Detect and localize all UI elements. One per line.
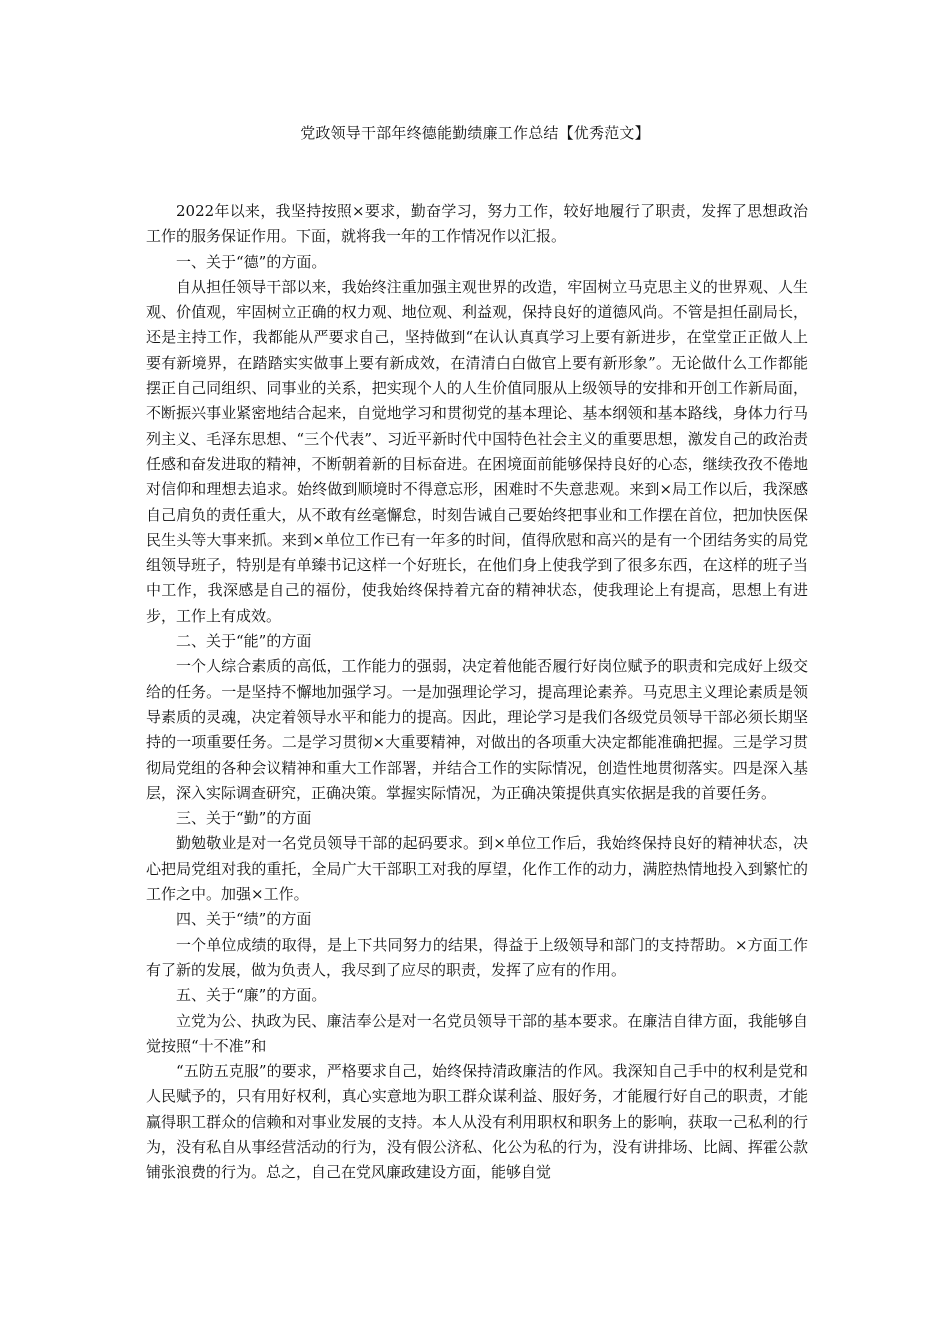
section-heading-lian: 五、关于“廉”的方面。 (176, 986, 327, 1005)
document-body (146, 199, 808, 1186)
section-heading-neng: 二、关于“能”的方面 (176, 632, 312, 651)
section-body-ji: 一个单位成绩的取得，是上下共同努力的结果，得益于上级领导和部门的支持帮助。×方面工作有了新的发展，做为负责人，我尽到了应尽的职责，发挥了应有的作用。 (146, 935, 808, 979)
section-body-de: 自从担任领导干部以来，我始终注重加强主观世界的改造，牢固树立马克思主义的世界观、人生观、价值观，牢固树立正确的权力观、地位观、利益观，保持良好的道德风尚。不管是担任副局长，还是主持工作，我都能从严要求自己，坚持做到“在认认真真学习上要有新进步，在堂堂正正做人上要有新境界，在踏踏实实做事上要有新成效，在清清白白做官上要有新形象”。无论做什么工作都能摆正自己同组织、同事业的关系，把实现个人的人生价值同服从上级领导的安排和开创工作新局面，不断振兴事业紧密地结合起来，自觉地学习和贯彻党的基本理论、基本纲领和基本路线，身体力行马列主义、毛泽东思想、“三个代表”、习近平新时代中国特色社会主义的重要思想，激发自己的政治责任感和奋发进取的精神，不断朝着新的目标奋进。在困境面前能够保持良好的心态，继续孜孜不倦地对信仰和理想去追求。始终做到顺境时不得意忘形，困难时不失意悲观。来到×局工作以后，我深感自己肩负的责任重大，从不敢有丝毫懈怠，时刻告诫自己要始终把事业和工作摆在首位，把加快医保民生头等大事来抓。来到×单位工作已有一年多的时间，值得欣慰和高兴的是有一个团结务实的局党组领导班子，特别是有单臻书记这样一个好班长，在他们身上使我学到了很多东西，在这样的班子当中工作，我深感是自己的福份，使我始终保持着亢奋的精神状态，使我理论上有提高，思想上有进步，工作上有成效。 (146, 277, 808, 625)
section-heading-de: 一、关于“德”的方面。 (176, 252, 327, 271)
section-body-lian-2: “五防五克服”的要求，严格要求自己，始终保持清政廉洁的作风。我深知自己手中的权利是党和人民赋予的，只有用好权利，真心实意地为职工群众谋利益、服好务，才能履行好自己的职责，才能赢得职工群众的信赖和对事业发展的支持。本人从没有利用职权和职务上的影响，获取一己私利的行为，没有私自从事经营活动的行为，没有假公济私、化公为私的行为，没有讲排场、比阔、挥霍公款铺张浪费的行为。总之，自己在党风廉政建设方面，能够自觉 (146, 1062, 808, 1182)
document-title: 党政领导干部年终德能勤绩廉工作总结【优秀范文】 (300, 124, 650, 142)
section-body-lian-1: 立党为公、执政为民、廉洁奉公是对一名党员领导干部的基本要求。在廉洁自律方面，我能够自觉按照“十不准”和 (146, 1011, 808, 1055)
section-body-qin: 勤勉敬业是对一名党员领导干部的起码要求。到×单位工作后，我始终保持良好的精神状态，决心把局党组对我的重托，全局广大干部职工对我的厚望，化作工作的动力，满腔热情地投入到繁忙的工作之中。加强×工作。 (146, 834, 808, 904)
section-heading-ji: 四、关于“绩”的方面 (176, 910, 312, 929)
intro-paragraph: 2022年以来，我坚持按照×要求，勤奋学习，努力工作，较好地履行了职责，发挥了思想政治工作的服务保证作用。下面，就将我一年的工作情况作以汇报。 (146, 202, 808, 246)
section-heading-qin: 三、关于“勤”的方面 (176, 809, 312, 828)
section-body-neng: 一个人综合素质的高低，工作能力的强弱，决定着他能否履行好岗位赋予的职责和完成好上级交给的任务。一是坚持不懈地加强学习。一是加强理论学习，提高理论素养。马克思主义理论素质是领导素质的灵魂，决定着领导水平和能力的提高。因此，理论学习是我们各级党员领导干部必须长期坚持的一项重要任务。二是学习贯彻×大重要精神，对做出的各项重大决定都能准确把握。三是学习贯彻局党组的各种会议精神和重大工作部署，并结合工作的实际情况，创造性地贯彻落实。四是深入基层，深入实际调查研究，正确决策。掌握实际情况，为正确决策提供真实依据是我的首要任务。 (146, 657, 808, 802)
